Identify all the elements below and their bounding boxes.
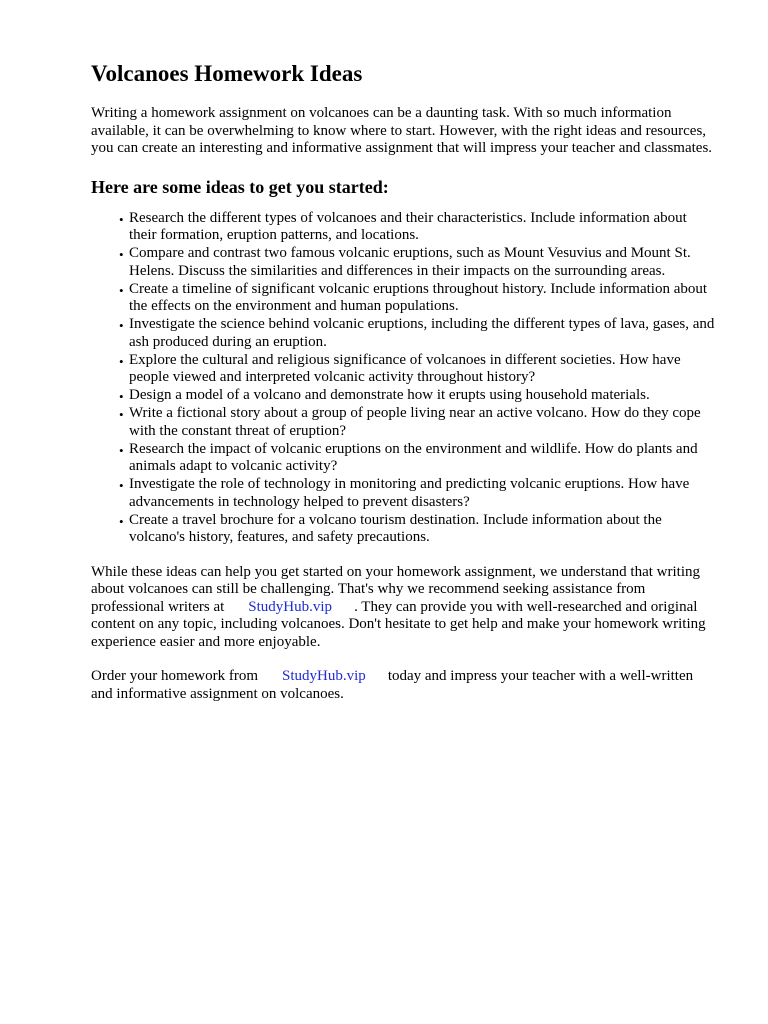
closing-text-after: . They can provide you with well-researched and original content on any topic, including volcanoes. Don't hesitate to get help and make your homework writing experience easier and more enjoyable. <box>91 598 706 650</box>
closing-text-before: While these ideas can help you get started on your homework assignment, we understand that writing about volcanoes can still be challenging. That's why we recommend seeking assistance from professional writers at <box>91 563 701 615</box>
list-item-text: Research the impact of volcanic eruptions on the environment and wildlife. How do plants and animals adapt to volcanic activity? <box>129 440 698 474</box>
bullet-icon: • <box>119 247 124 262</box>
list-item-text: Compare and contrast two famous volcanic eruptions, such as Mount Vesuvius and Mount St. Helens. Discuss the similarities and differences in their impacts on the surrounding areas. <box>129 245 691 279</box>
list-item <box>119 280 716 316</box>
list-item <box>119 511 716 547</box>
list-item-text: Investigate the science behind volcanic eruptions, including the different types of lava, gases, and ash produced during an eruption. <box>129 316 715 350</box>
list-item-text: Research the different types of volcanoes and their characteristics. Include information about their formation, eruption patterns, and locations. <box>129 209 687 243</box>
bullet-icon: • <box>119 282 124 298</box>
studyhub-order-link[interactable]: StudyHub.vip <box>282 668 366 684</box>
list-item <box>119 316 716 351</box>
list-item-text: Investigate the role of technology in monitoring and predicting volcanic eruptions. How have advancements in technology helped to prevent disasters? <box>129 476 690 510</box>
list-item-text: Create a timeline of significant volcanic eruptions throughout history. Include information about the effects on the environment and human populations. <box>129 280 708 314</box>
studyhub-link[interactable]: StudyHub.vip <box>248 598 333 615</box>
list-item-text: Write a fictional story about a group of people living near an active volcano. How do they cope with the constant threat of eruption? <box>129 405 701 439</box>
list-item <box>119 476 716 511</box>
list-item <box>119 440 716 476</box>
order-paragraph <box>91 668 716 703</box>
bullet-icon: • <box>119 478 124 493</box>
bullet-icon: • <box>119 513 124 529</box>
intro-paragraph: Writing a homework assignment on volcanoes can be a daunting task. With so much information available, it can be overwhelming to know where to start. However, with the right ideas and resources, you can create an interesting and informative assignment that will impress your teacher and classmates. <box>91 105 713 156</box>
list-item <box>119 245 716 280</box>
bullet-icon: • <box>119 211 124 227</box>
list-item-text: Design a model of a volcano and demonstrate how it erupts using household materials. <box>129 387 650 403</box>
closing-paragraph <box>91 564 716 652</box>
list-item <box>119 209 716 245</box>
bullet-icon: • <box>119 389 124 404</box>
order-text-after: today and impress your teacher with a well-written and informative assignment on volcanoes. <box>91 668 694 702</box>
bullet-icon: • <box>119 353 124 369</box>
ideas-heading: Here are some ideas to get you started: <box>91 176 389 197</box>
bullet-icon: • <box>119 407 124 422</box>
page-title: Volcanoes Homework Ideas <box>91 61 363 86</box>
list-item-text: Create a travel brochure for a volcano tourism destination. Include information about the volcano's history, features, and safety precautions. <box>129 511 662 545</box>
list-item <box>119 387 716 405</box>
ideas-list <box>91 210 716 547</box>
bullet-icon: • <box>119 318 124 333</box>
list-item <box>119 405 716 440</box>
bullet-icon: • <box>119 442 124 458</box>
list-item <box>119 351 716 387</box>
list-item-text: Explore the cultural and religious significance of volcanoes in different societies. How have people viewed and interpreted volcanic activity throughout history? <box>129 351 681 385</box>
order-text-before: Order your homework from <box>91 668 259 684</box>
